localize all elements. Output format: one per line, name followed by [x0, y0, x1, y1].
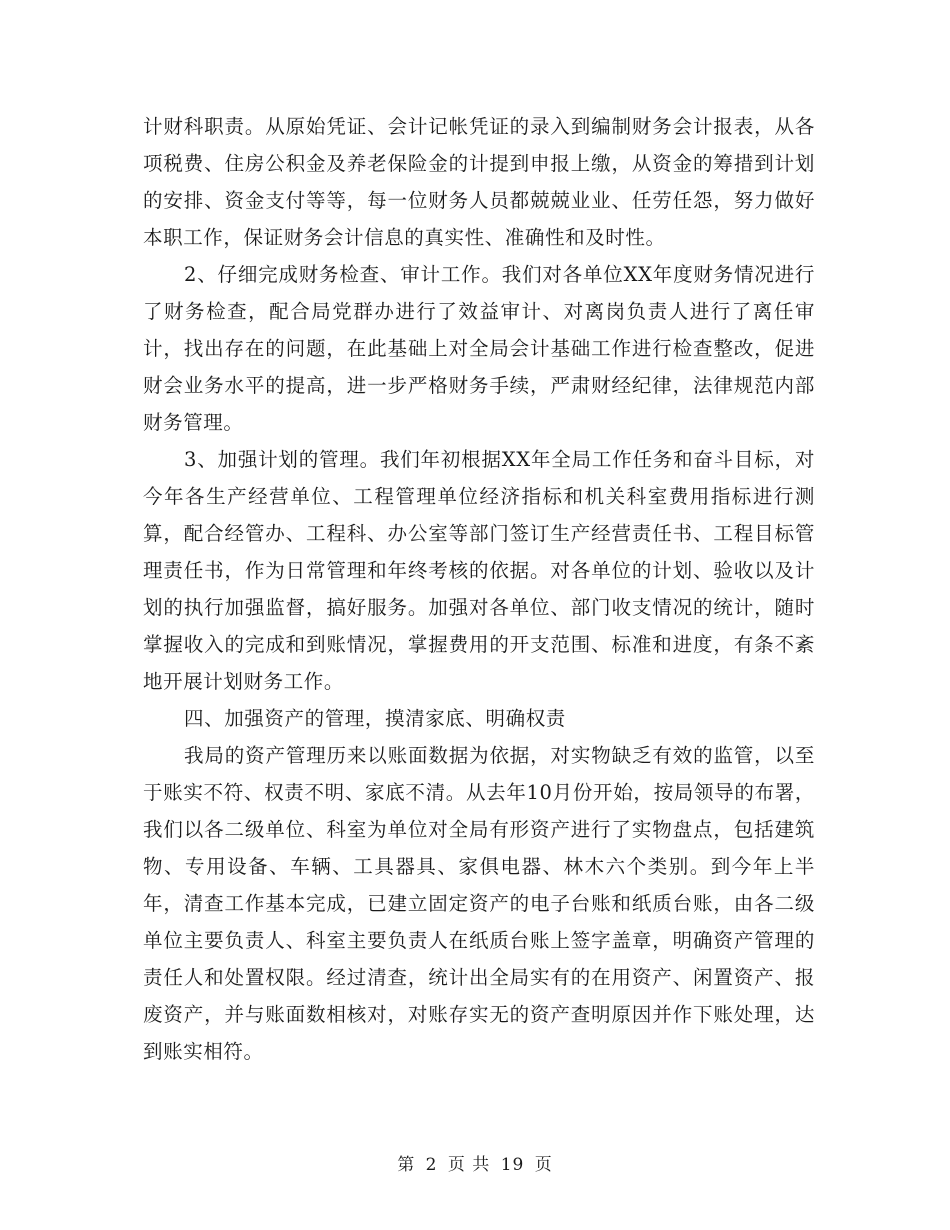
footer-prefix: 第	[397, 1155, 416, 1175]
paragraph-2: 2、仔细完成财务检查、审计工作。我们对各单位XX年度财务情况进行了财务检查，配合局党群办进行了效益审计、对离岗负责人进行了离任审计，找出存在的问题，在此基础上对全局会计基础工作进行检查整改，促进财会业务水平的提高，进一步严格财务手续，严肃财经纪律，法律规范内部财务管理。	[143, 263, 815, 434]
footer-middle: 页 共	[447, 1155, 491, 1175]
section-heading: 四、加强资产的管理，摸清家底、明确权责	[184, 707, 566, 730]
paragraph-4: 我局的资产管理历来以账面数据为依据，对实物缺乏有效的监管，以至于账实不符、权责不明、家底不清。从去年10月份开始，按局领导的布署，我们以各二级单位、科室为单位对全局有形资产进行了实物盘点，包括建筑物、专用设备、车辆、工具器具、家俱电器、林木六个类别。到今年上半年，清查工作基本完成，已建立固定资产的电子台账和纸质台账，由各二级单位主要负责人、科室主要负责人在纸质台账上签字盖章，明确资产管理的责任人和处置权限。经过清查，统计出全局实有的在用资产、闲置资产、报废资产，并与账面数相核对，对账存实无的资产查明原因并作下账处理，达到账实相符。	[143, 744, 815, 1063]
paragraph-3: 3、加强计划的管理。我们年初根据XX年全局工作任务和奋斗目标，对今年各生产经营单位、工程管理单位经济指标和机关科室费用指标进行测算，配合经管办、工程科、办公室等部门签订生产经营责任书、工程目标管理责任书，作为日常管理和年终考核的依据。对各单位的计划、验收以及计划的执行加强监督，搞好服务。加强对各单位、部门收支情况的统计，随时掌握收入的完成和到账情况，掌握费用的开支范围、标准和进度，有条不紊地开展计划财务工作。	[143, 448, 815, 693]
paragraph-1: 计财科职责。从原始凭证、会计记帐凭证的录入到编制财务会计报表，从各项税费、住房公积金及养老保险金的计提到申报上缴，从资金的筹措到计划的安排、资金支付等等，每一位财务人员都兢兢业业、任劳任怨，努力做好本职工作，保证财务会计信息的真实性、准确性和及时性。	[143, 115, 815, 249]
footer-suffix: 页	[534, 1155, 553, 1175]
document-body	[143, 108, 815, 1070]
page-footer	[0, 1150, 950, 1175]
footer-current-page: 2	[425, 1155, 438, 1175]
footer-total-pages: 19	[500, 1155, 525, 1175]
